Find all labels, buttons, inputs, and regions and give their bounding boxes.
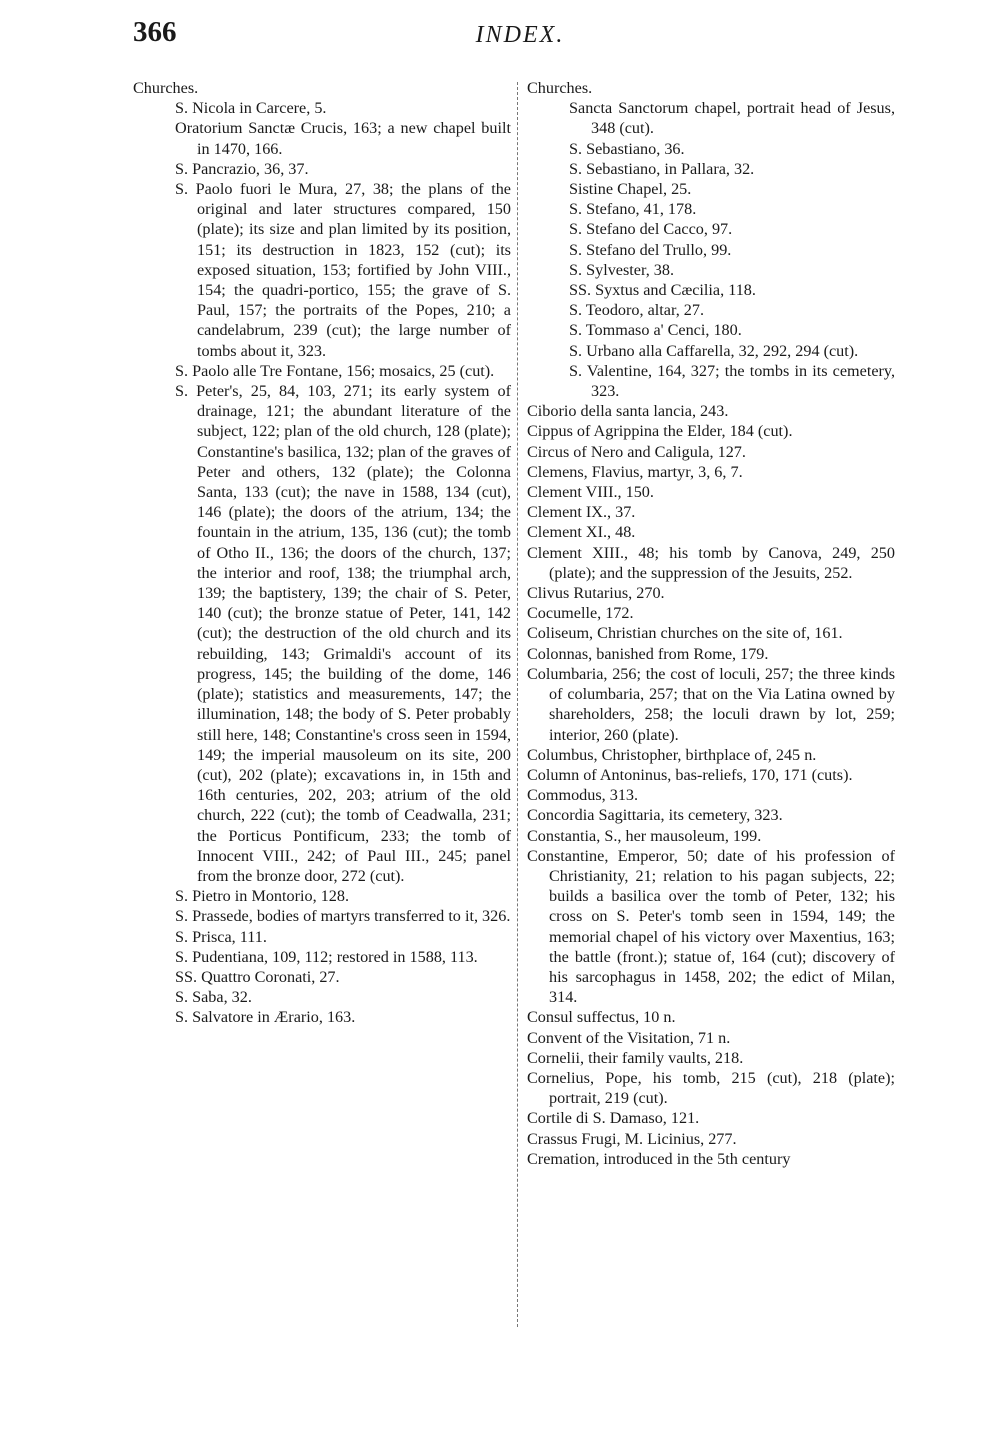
index-entry: S. Pancrazio, 36, 37.	[175, 159, 309, 178]
index-entry: Crassus Frugi, M. Licinius, 277.	[527, 1129, 737, 1148]
index-entry: Ciborio della santa lancia, 243.	[527, 402, 729, 421]
index-entry: Cippus of Agrippina the Elder, 184 (cut).	[527, 422, 793, 441]
index-entry: SS. Syxtus and Cæcilia, 118.	[569, 281, 756, 300]
index-entry: Constantia, S., her mausoleum, 199.	[527, 826, 762, 845]
index-entry: S. Paolo alle Tre Fontane, 156; mosaics, 25 (cut).	[175, 361, 495, 380]
index-entry: Columbaria, 256; the cost of loculi, 257; the three kinds of columbaria, 257; that on the Via Latina owned by shareholders, 258; the loculi drawn by lot, 259; interior, 260 (plate).	[527, 664, 895, 744]
index-entry: Concordia Sagittaria, its cemetery, 323.	[527, 806, 783, 825]
left-column	[133, 78, 511, 1028]
index-entry: Oratorium Sanctæ Crucis, 163; a new chapel built in 1470, 166.	[175, 119, 511, 158]
index-entry: S. Nicola in Carcere, 5.	[175, 99, 327, 118]
index-entry: Commodus, 313.	[527, 786, 639, 805]
sub-entries	[175, 98, 511, 1027]
index-entry: S. Stefano del Cacco, 97.	[569, 220, 733, 239]
index-entry: S. Teodoro, altar, 27.	[569, 301, 705, 320]
index-entry: Coliseum, Christian churches on the site of, 161.	[527, 624, 843, 643]
index-entry: Columbus, Christopher, birthplace of, 245 n.	[527, 745, 817, 764]
index-entry: Cocumelle, 172.	[527, 604, 634, 623]
index-entry: S. Prisca, 111.	[175, 927, 267, 946]
index-entry: SS. Quattro Coronati, 27.	[175, 967, 340, 986]
index-entry: S. Sebastiano, in Pallara, 32.	[569, 159, 755, 178]
index-entry: S. Sylvester, 38.	[569, 260, 675, 279]
index-entry: S. Pietro in Montorio, 128.	[175, 887, 350, 906]
index-entry: S. Saba, 32.	[175, 988, 252, 1007]
index-entry: Convent of the Visitation, 71 n.	[527, 1028, 731, 1047]
index-entry: S. Stefano, 41, 178.	[569, 200, 697, 219]
index-entry: S. Pudentiana, 109, 112; restored in 1588, 113.	[175, 947, 478, 966]
sub-entries	[569, 98, 895, 401]
index-entry: Clement IX., 37.	[527, 503, 636, 522]
index-entry: S. Sebastiano, 36.	[569, 139, 685, 158]
running-head: INDEX.	[475, 22, 565, 48]
index-entry: S. Valentine, 164, 327; the tombs in its cemetery, 323.	[569, 361, 895, 401]
index-entry: Clivus Rutarius, 270.	[527, 584, 665, 603]
index-entry: Clement XIII., 48; his tomb by Canova, 249, 250 (plate); and the suppression of the Jesuits, 252.	[527, 543, 895, 582]
index-entry: S. Tommaso a' Cenci, 180.	[569, 321, 742, 340]
index-entry: S. Peter's, 25, 84, 103, 271; its early system of drainage, 121; the abundant literature of the subject, 122; plan of the old church, 128 (plate); Constantine's basilica, 132; plan of the graves of Peter and others, 132 (plate); the Colonna Santa, 133 (cut); the nave in 1588, 134 (cut), 146 (plate); the doors of the atrium, 134; the fountain in the atrium, 135, 136 (cut); the tomb of Otho II., 136; the doors of the church, 137; the interior and roof, 138; the triumphal arch, 139; the baptistery, 139; the chair of S. Peter, 140 (cut); the bronze statue of Peter, 141, 142 (cut); the destruction of the old church and its rebuilding, 143; Grimaldi's account of its progress, 145; the building of the dome, 146 (plate); statistics and measurements, 147; the illumination, 148; the body of S. Peter probably still here, 148; Constantine's cross seen in 1594, 149; the imperial mausoleum on its site, 200 (cut), 202 (plate); excavations in, in 15th and 16th centuries, 202, 203; atrium of the old church, 222 (cut); the tomb of Ceadwalla, 231; the Porticus Pontificum, 233; the tomb of Innocent VIII., 242; of Paul III., 245; panel from the bronze door, 272 (cut).	[175, 382, 512, 885]
index-entry: S. Urbano alla Caffarella, 32, 292, 294 (cut).	[569, 341, 859, 360]
index-entry: S. Salvatore in Ærario, 163.	[175, 1008, 356, 1027]
index-entry: Cortile di S. Damaso, 121.	[527, 1109, 700, 1128]
column-rule	[517, 82, 518, 1327]
index-entry: Circus of Nero and Caligula, 127.	[527, 442, 746, 461]
page-number: 366	[133, 16, 177, 48]
section-heading: Churches.	[527, 79, 593, 97]
index-entry: Column of Antoninus, bas-reliefs, 170, 171 (cuts).	[527, 765, 853, 784]
index-entry: Sancta Sanctorum chapel, portrait head of Jesus, 348 (cut).	[569, 99, 895, 138]
index-entry: Colonnas, banished from Rome, 179.	[527, 644, 769, 663]
index-entry: Clement XI., 48.	[527, 523, 636, 542]
section-heading: Churches.	[133, 79, 199, 97]
index-entry: Cornelii, their family vaults, 218.	[527, 1048, 744, 1067]
index-entry: Clemens, Flavius, martyr, 3, 6, 7.	[527, 462, 743, 481]
index-entry: Constantine, Emperor, 50; date of his profession of Christianity, 21; relation to his pagan subjects, 22; builds a basilica over the tomb of Peter, 132; his cross on S. Peter's tomb seen in 1594, 149; the memorial chapel of his victory over Maxentius, 163; the battle (front.); statue of, 164 (cut); discovery of his sarcophagus in 1458, 202; the edict of Milan, 314.	[527, 846, 895, 1007]
index-entry: Clement VIII., 150.	[527, 483, 654, 502]
index-entry: S. Paolo fuori le Mura, 27, 38; the plans of the original and later structures compared, 150 (plate); its size and plan limited by its position, 151; its destruction in 1823, 152 (cut); its exposed situation, 153; fortified by John VIII., 154; the quadri-portico, 155; the grave of S. Paul, 157; the portraits of the Popes, 210; a candelabrum, 239 (cut); the large number of tombs about it, 323.	[175, 180, 511, 360]
index-entry: S. Prassede, bodies of martyrs transferred to it, 326.	[175, 907, 511, 926]
index-entry: Consul suffectus, 10 n.	[527, 1008, 676, 1027]
right-column	[527, 78, 895, 1169]
index-entry: Sistine Chapel, 25.	[569, 180, 692, 199]
index-entry: Cremation, introduced in the 5th century	[527, 1149, 791, 1168]
index-entry: S. Stefano del Trullo, 99.	[569, 240, 732, 259]
index-entry: Cornelius, Pope, his tomb, 215 (cut), 218 (plate); portrait, 219 (cut).	[527, 1068, 895, 1108]
